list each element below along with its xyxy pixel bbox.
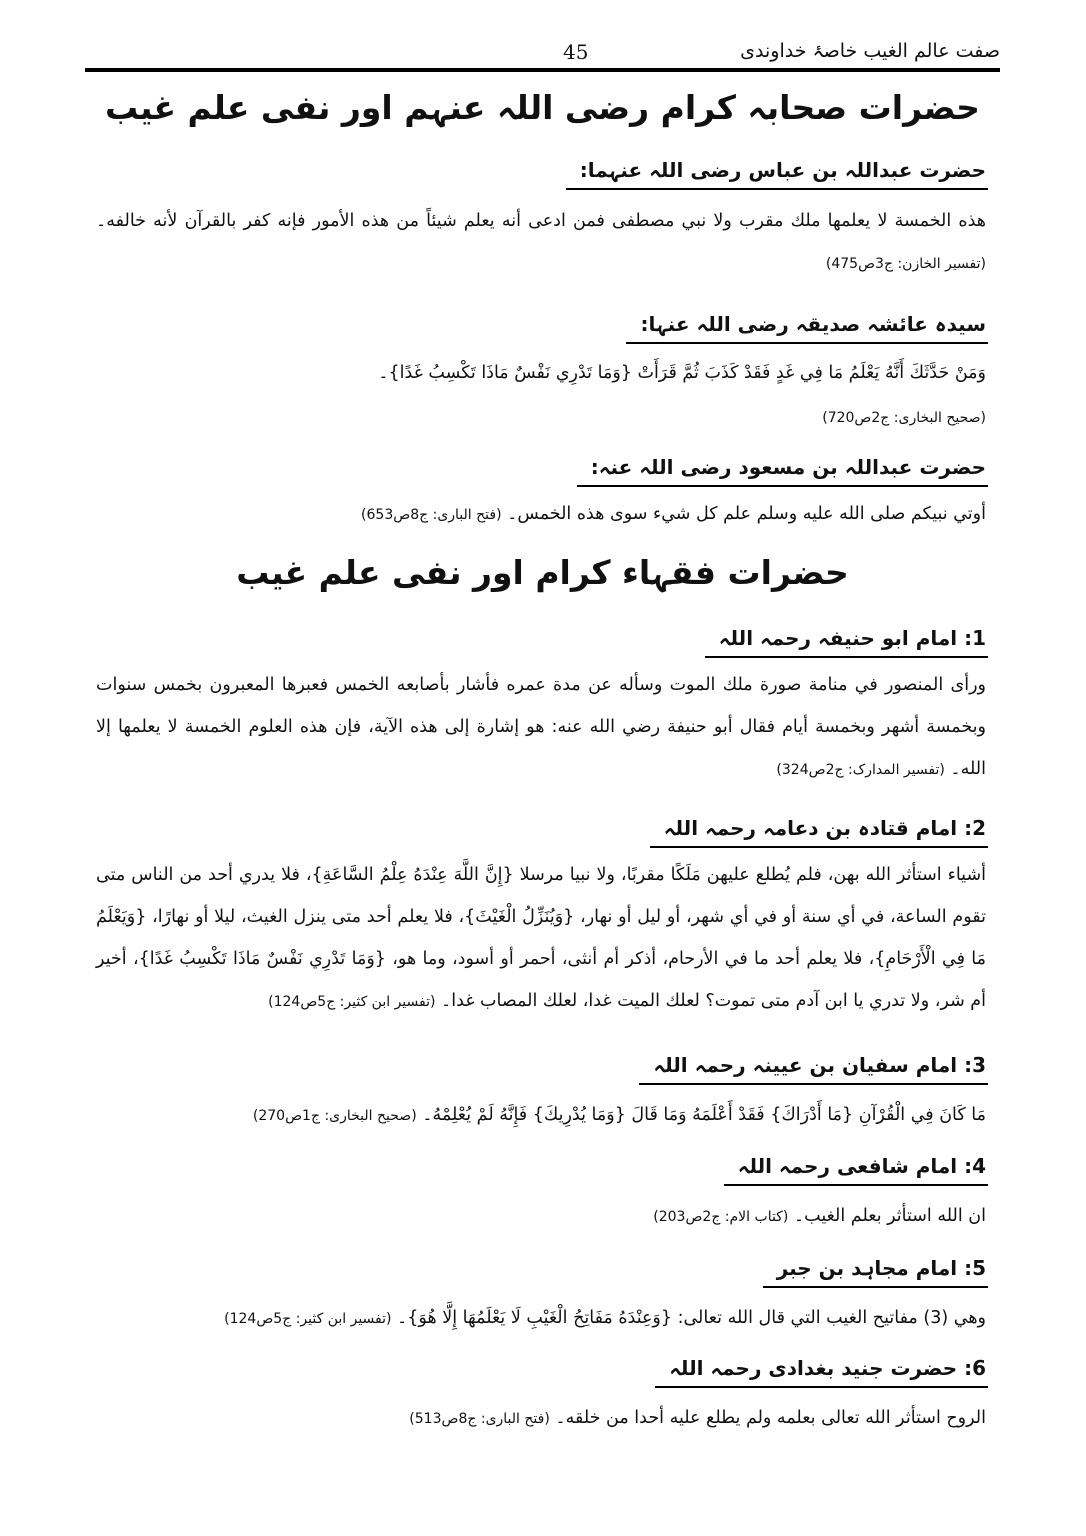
entry-heading-qatada: 2: امام قتادہ بن دعامہ رحمہ اللہ xyxy=(650,816,988,848)
quote-text: الروح استأثر الله تعالى بعلمه ولم يطلع عليه أحدا من خلقه۔ xyxy=(555,1408,986,1428)
entry-heading-ibn-abbas: حضرت عبداللہ بن عباس رضی اللہ عنہما: xyxy=(566,158,988,190)
entry-text-sufyan xyxy=(253,1094,986,1137)
entry-text-mujahid xyxy=(224,1297,986,1340)
citation: (کتاب الام: ج2ص203) xyxy=(653,1209,789,1225)
entry-heading-ibn-masud: حضرت عبداللہ بن مسعود رضی اللہ عنہ: xyxy=(577,455,988,487)
citation: (فتح الباری: ج8ص513) xyxy=(409,1411,550,1427)
quote-text: وهي (3) مفاتيح الغيب التي قال الله تعالى: {وَعِنْدَهُ مَفَاتِحُ الْغَيْبِ لَا يَعْلَمُهَا إِلَّا هُوَ}۔ xyxy=(397,1308,986,1328)
citation: (صحیح البخاری: ج2ص720) xyxy=(822,410,986,426)
entry-text-qatada xyxy=(96,854,986,1023)
quote-text: هذه الخمسة لا يعلمها ملك مقرب ولا نبي مصطفى فمن ادعى أنه يعلم شيئاً من هذه الأمور فإنه كفر بالقرآن لأنه خالفه۔ xyxy=(96,211,986,231)
quote-text: أوتي نبيكم صلى الله عليه وسلم علم كل شيء سوى هذه الخمس۔ xyxy=(507,504,986,524)
section-heading-companions: حضرات صحابہ کرام رضی اللہ عنہم اور نفی علم غیب xyxy=(105,88,980,127)
entry-heading-shafii: 4: امام شافعی رحمہ اللہ xyxy=(724,1154,988,1186)
entry-text-aisha: وَمَنْ حَدَّثَكَ أَنَّهُ يَعْلَمُ مَا فِي غَدٍ فَقَدْ كَذَبَ ثُمَّ قَرَأَتْ {وَمَا تَدْرِي نَفْسٌ مَاذَا تَكْسِبُ غَدًا}۔ xyxy=(378,363,986,383)
entry-heading-abu-hanifa: 1: امام ابو حنیفہ رحمہ اللہ xyxy=(705,626,988,658)
entry-text-abu-hanifa xyxy=(96,664,986,791)
entry-text-shafii xyxy=(653,1195,986,1238)
quote-text: أشياء استأثر الله بهن، فلم يُطلع عليهن مَلَكًا مقربًا، ولا نبيا مرسلا {إِنَّ اللَّهَ عِنْدَهُ عِلْمُ السَّاعَةِ}، فلا يدري أحد من الناس متى تقوم الساعة، في أي سنة أو في أي شهر، أو ليل أو نهار، {وَيُنَزِّلُ الْغَيْثَ}، فلا يعلم أحد متى ينزل الغيث، ليلا أو نهارًا، {وَيَعْلَمُ مَا فِي الْأَرْحَامِ}، فلا يعلم أحد ما في الأرحام، أذكر أم أنثى، أحمر أو أسود، وما هو، {وَمَا تَدْرِي نَفْسٌ مَاذَا تَكْسِبُ غَدًا}، أخير أم شر، ولا تدري يا ابن آدم متى تموت؟ لعلك الميت غدا، لعلك المصاب غدا۔ xyxy=(96,865,986,1011)
entry-heading-mujahid: 5: امام مجاہد بن جبر xyxy=(763,1256,988,1288)
citation: (تفسیر ابن کثیر: ج5ص124) xyxy=(268,994,436,1010)
entry-heading-junaid: 6: حضرت جنید بغدادی رحمہ اللہ xyxy=(655,1356,988,1388)
header-rule xyxy=(85,68,1000,72)
entry-text-ibn-masud xyxy=(361,493,986,536)
quote-text: ورأى المنصور في منامة صورة ملك الموت وسأله عن مدة عمره فأشار بأصابعه الخمس فعبرها المعبرون بخمس سنوات وبخمسة أشهر وبخمسة أيام فقال أبو حنيفة رضي الله عنه: هو إشارة إلى هذه الآية، فإن هذه العلوم الخمسة لا يعلمها إلا الله۔ xyxy=(96,675,986,779)
citation: (تفسیر ابن کثیر: ج5ص124) xyxy=(224,1311,392,1327)
citation: (صحیح البخاری: ج1ص270) xyxy=(252,1108,417,1124)
section-heading-jurists: حضرات فقہاء کرام اور نفی علم غیب xyxy=(236,553,849,592)
citation: (فتح الباری: ج8ص653) xyxy=(361,507,502,523)
page-number: 45 xyxy=(563,40,589,64)
running-title: صفت عالم الغیب خاصۂ خداوندی xyxy=(740,40,1000,62)
entry-heading-sufyan: 3: امام سفیان بن عیینہ رحمہ اللہ xyxy=(639,1053,988,1085)
entry-heading-aisha: سیدہ عائشہ صدیقہ رضی اللہ عنہا: xyxy=(626,312,988,344)
quote-text: ان الله استأثر بعلم الغيب۔ xyxy=(793,1206,986,1226)
citation-aisha xyxy=(822,396,986,439)
citation: (تفسیر المدارک: ج2ص324) xyxy=(776,762,945,778)
entry-text-junaid xyxy=(409,1397,986,1440)
quote-text: مَا كَانَ فِي الْقُرْآنِ {مَا أَدْرَاكَ} فَقَدْ أَعْلَمَهُ وَمَا قَالَ {وَمَا يُدْرِيكَ} فَإِنَّهُ لَمْ يُعْلِمْهُ۔ xyxy=(422,1105,986,1125)
page-header xyxy=(85,36,1000,70)
entry-text-ibn-abbas xyxy=(96,200,986,285)
citation: (تفسیر الخازن: ج3ص475) xyxy=(825,256,986,272)
